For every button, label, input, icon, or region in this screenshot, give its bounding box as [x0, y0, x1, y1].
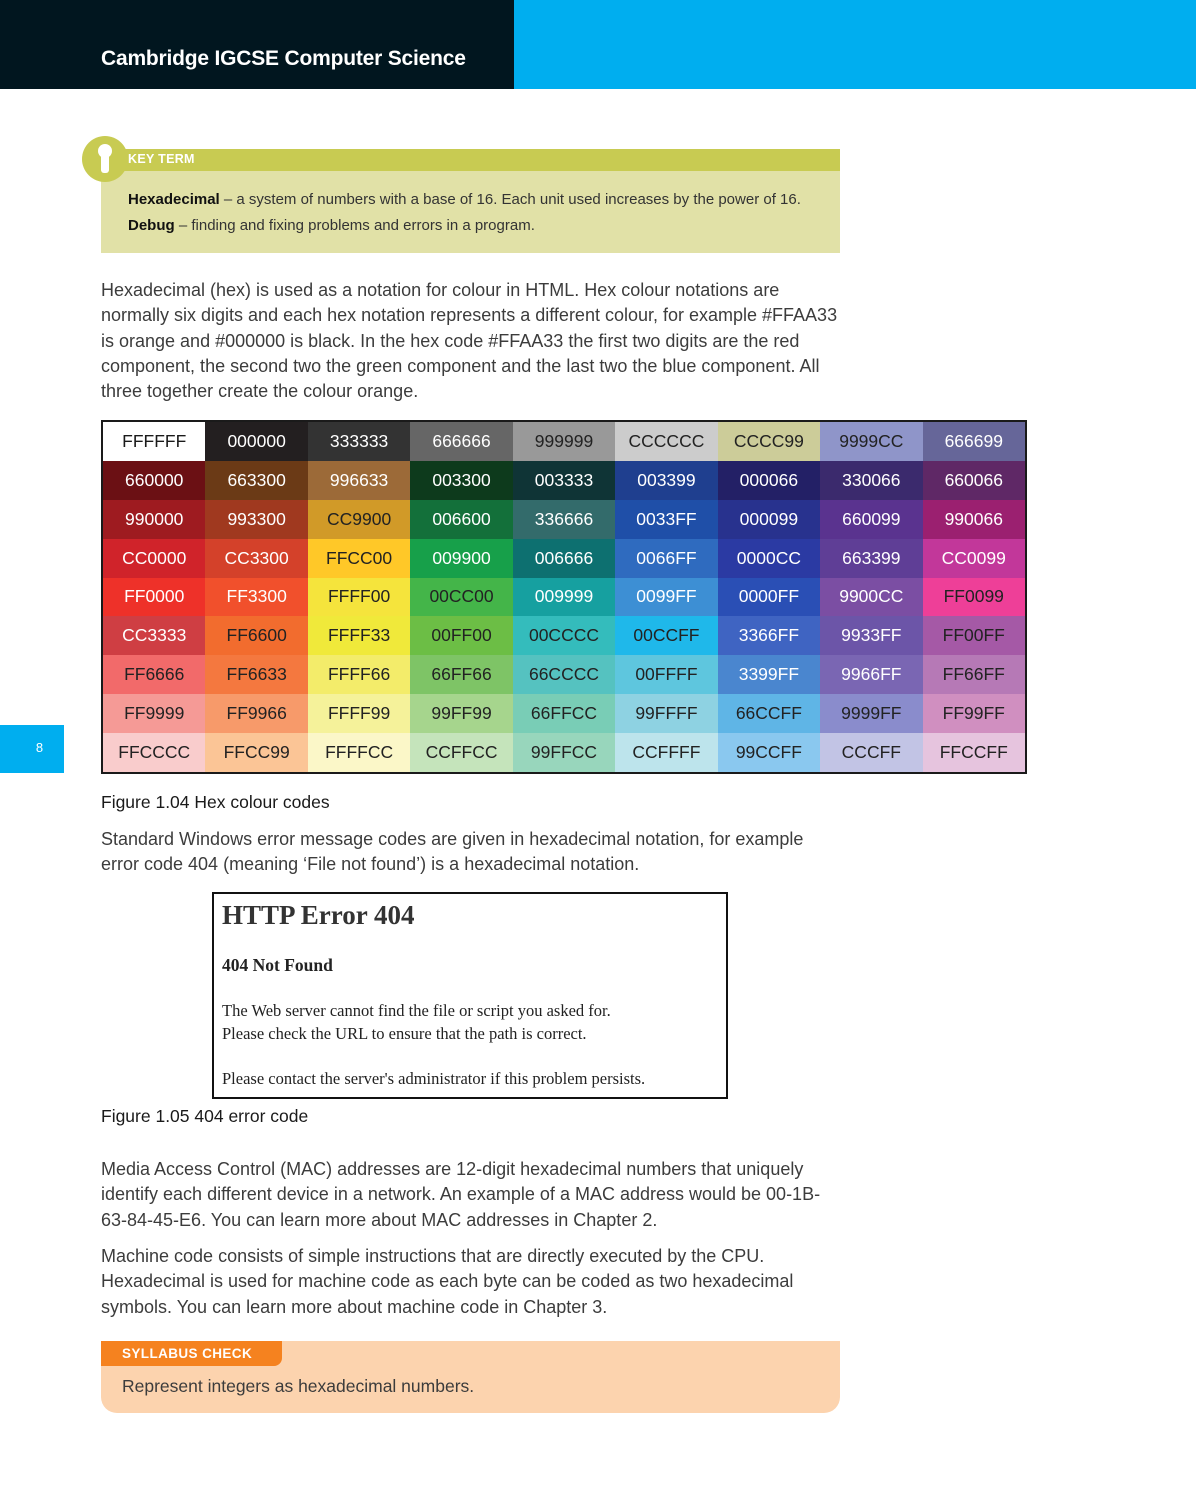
machine-code-paragraph: Machine code consists of simple instructions that are directly executed by the CPU. Hexadecimal is used for machine code as each byte can be coded as two hexadecimal symbols. You can learn more about machine code in Chapter 3. [101, 1246, 794, 1317]
error-message-line: The Web server cannot find the file or script you asked for. [222, 1001, 611, 1020]
hex-colour-cell: 003399 [615, 461, 717, 500]
hex-colour-cell: 993300 [205, 500, 307, 539]
term-name: Hexadecimal [128, 191, 220, 208]
hex-colour-cell: 999999 [513, 422, 615, 461]
hex-colour-table [101, 420, 1027, 774]
hex-colour-cell: 330066 [820, 461, 922, 500]
hex-colour-cell: CC3333 [103, 616, 205, 655]
hex-colour-cell: 0000CC [718, 539, 820, 578]
term-name: Debug [128, 217, 175, 234]
hex-colour-cell: FF3300 [205, 578, 307, 617]
hex-colour-cell: 3366FF [718, 616, 820, 655]
error-message-line: Please check the URL to ensure that the path is correct. [222, 1024, 587, 1043]
hex-colour-cell: 00CCCC [513, 616, 615, 655]
hex-colour-cell: FFCCFF [923, 733, 1025, 772]
key-term-hexadecimal [128, 191, 801, 208]
syllabus-check-box [101, 1341, 840, 1413]
hex-colour-cell: CC0000 [103, 539, 205, 578]
hex-colour-cell: 66CCCC [513, 655, 615, 694]
syllabus-check-text: Represent integers as hexadecimal numbers. [122, 1376, 475, 1396]
hex-colour-cell: CCFFFF [615, 733, 717, 772]
hex-colour-cell: 00CC00 [410, 578, 512, 617]
hex-colour-cell: FF0099 [923, 578, 1025, 617]
hex-colour-cell: FFFF66 [308, 655, 410, 694]
syllabus-check-tab [101, 1341, 282, 1366]
hex-colour-cell: 9999FF [820, 694, 922, 733]
hex-colour-cell: FF00FF [923, 616, 1025, 655]
hex-colour-cell: 0066FF [615, 539, 717, 578]
book-title: Cambridge IGCSE Computer Science [101, 47, 466, 70]
hex-colour-cell: 9933FF [820, 616, 922, 655]
hex-colour-cell: FFFFFF [103, 422, 205, 461]
hex-colour-cell: 003333 [513, 461, 615, 500]
hex-colour-cell: 663300 [205, 461, 307, 500]
hex-colour-cell: 000066 [718, 461, 820, 500]
hex-colour-cell: 660099 [820, 500, 922, 539]
hex-colour-cell: 9900CC [820, 578, 922, 617]
hex-colour-cell: FF99FF [923, 694, 1025, 733]
hex-colour-cell: 66CCFF [718, 694, 820, 733]
hex-colour-cell: FFFF99 [308, 694, 410, 733]
hex-colour-cell: 006600 [410, 500, 512, 539]
hex-colour-cell: 666666 [410, 422, 512, 461]
hex-colour-cell: 660066 [923, 461, 1025, 500]
hex-colour-cell: 99FFFF [615, 694, 717, 733]
hex-colour-cell: 000000 [205, 422, 307, 461]
hex-colour-cell: 663399 [820, 539, 922, 578]
hex-colour-cell: 66FFCC [513, 694, 615, 733]
error-message-line: Please contact the server's administrator if this problem persists. [222, 1069, 646, 1088]
hex-colour-cell: FFCCCC [103, 733, 205, 772]
hex-colour-cell: FF0000 [103, 578, 205, 617]
hex-colour-cell: 666699 [923, 422, 1025, 461]
hex-colour-cell: 99FFCC [513, 733, 615, 772]
hex-colour-cell: 66FF66 [410, 655, 512, 694]
hex-colour-cell: 990000 [103, 500, 205, 539]
hex-colour-cell: 00FFFF [615, 655, 717, 694]
syllabus-check-label: SYLLABUS CHECK [122, 1346, 253, 1361]
hex-colour-cell: 99CCFF [718, 733, 820, 772]
http-error-screenshot [212, 892, 728, 1099]
page-number-tab [0, 725, 64, 773]
hex-colour-cell: CC3300 [205, 539, 307, 578]
hex-colour-cell: 00FF00 [410, 616, 512, 655]
term-definition: – a system of numbers with a base of 16. Each unit used increases by the power of 16. [219, 191, 801, 208]
hex-colour-cell: FF9999 [103, 694, 205, 733]
hex-colour-cell: 0000FF [718, 578, 820, 617]
mac-address-paragraph: Media Access Control (MAC) addresses are 12-digit hexadecimal numbers that uniquely identify each different device in a network. An example of a MAC address would be 00-1B-63-84-45-E6. You can learn more about MAC addresses in Chapter 2. [101, 1159, 821, 1230]
hex-colour-cell: 9999CC [820, 422, 922, 461]
hex-colour-cell: CCCCCC [615, 422, 717, 461]
hex-colour-cell: CC9900 [308, 500, 410, 539]
error-subtitle: 404 Not Found [222, 955, 333, 975]
key-term-bar [101, 149, 840, 171]
hex-colour-cell: FF6600 [205, 616, 307, 655]
hex-colour-cell: FF6633 [205, 655, 307, 694]
figure-caption-hex-colours: Figure 1.04 Hex colour codes [101, 792, 330, 812]
figure-caption-404: Figure 1.05 404 error code [101, 1106, 309, 1126]
hex-colour-cell: CCCC99 [718, 422, 820, 461]
hex-colour-cell: CCFFCC [410, 733, 512, 772]
header-accent-band [514, 0, 1196, 89]
hex-colour-cell: 009900 [410, 539, 512, 578]
hex-colour-cell: FF9966 [205, 694, 307, 733]
hex-colour-cell: 009999 [513, 578, 615, 617]
hex-colour-cell: 003300 [410, 461, 512, 500]
hex-colour-cell: 3399FF [718, 655, 820, 694]
hex-colour-cell: 000099 [718, 500, 820, 539]
windows-error-paragraph: Standard Windows error message codes are given in hexadecimal notation, for example error code 404 (meaning ‘File not found’) is a hexadecimal notation. [101, 829, 804, 875]
hex-colour-cell: FFCC00 [308, 539, 410, 578]
hex-colour-cell: 0099FF [615, 578, 717, 617]
hex-colour-cell: CC0099 [923, 539, 1025, 578]
error-title: HTTP Error 404 [222, 900, 415, 930]
hex-colour-cell: FFFFCC [308, 733, 410, 772]
hex-colour-cell: 0033FF [615, 500, 717, 539]
hex-colour-cell: 00CCFF [615, 616, 717, 655]
hex-colour-cell: FF66FF [923, 655, 1025, 694]
hex-colour-cell: 333333 [308, 422, 410, 461]
keyhole-icon [82, 136, 128, 182]
page-number: 8 [35, 740, 44, 755]
hex-colour-cell: 996633 [308, 461, 410, 500]
hex-colour-cell: 9966FF [820, 655, 922, 694]
hex-colour-cell: 006666 [513, 539, 615, 578]
term-definition: – finding and fixing problems and errors in a program. [174, 217, 535, 234]
header-dark-band [0, 0, 514, 89]
hex-colour-cell: 99FF99 [410, 694, 512, 733]
key-term-box [101, 149, 840, 253]
hex-colour-cell: FFFF33 [308, 616, 410, 655]
intro-paragraph: Hexadecimal (hex) is used as a notation for colour in HTML. Hex colour notations are normally six digits and each hex notation represents a different colour, for example #FFAA33 is orange and #000000 is black. In the hex code #FFAA33 the first two digits are the red component, the second two the green component and the last two the blue component. All three together create the colour orange. [101, 280, 838, 402]
key-term-label: KEY TERM [128, 152, 195, 166]
hex-colour-cell: 990066 [923, 500, 1025, 539]
hex-colour-cell: FFCC99 [205, 733, 307, 772]
hex-colour-cell: 660000 [103, 461, 205, 500]
hex-colour-cell: CCCFF [820, 733, 922, 772]
hex-colour-cell: FF6666 [103, 655, 205, 694]
hex-colour-cell: 336666 [513, 500, 615, 539]
key-term-debug [128, 217, 535, 234]
hex-colour-cell: FFFF00 [308, 578, 410, 617]
